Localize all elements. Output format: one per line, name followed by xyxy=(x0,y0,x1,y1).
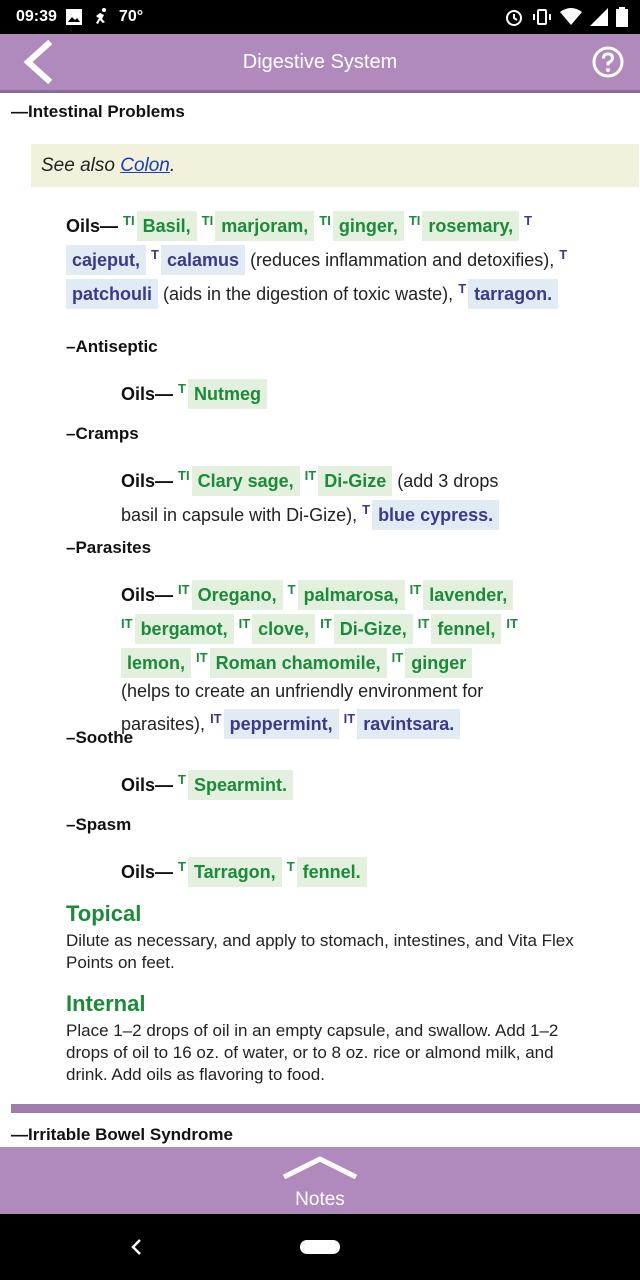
calamus-note: (reduces inflammation and detoxifies), xyxy=(250,250,555,270)
oils-label: Oils— xyxy=(121,471,174,491)
page-title: Digestive System xyxy=(242,50,398,73)
image-icon xyxy=(65,8,83,26)
chevron-up-icon xyxy=(280,1155,360,1179)
see-also-prefix: See also xyxy=(41,154,115,176)
content-area[interactable] xyxy=(0,93,640,1147)
notes-panel-toggle[interactable] xyxy=(0,1147,640,1214)
oil-tag: TI xyxy=(408,213,421,228)
parasites-oils xyxy=(121,576,521,739)
cramps-note: (add 3 drops basil in capsule with Di-Gize), xyxy=(121,471,499,525)
antiseptic-oils xyxy=(121,375,601,409)
internal-text: Place 1–2 drops of oil in an empty capsule, and swallow. Add 1–2 drops of oil to 16 oz. of water, or to 8 oz. rice or almond milk, and drink. Add oils as flavoring to food. xyxy=(66,1021,559,1084)
section-heading-intestinal: —Intestinal Problems xyxy=(11,102,185,121)
oil-tag: IT xyxy=(343,711,356,726)
oil-tag: TI xyxy=(319,213,331,228)
oil-tag: IT xyxy=(121,616,133,631)
alarm-icon xyxy=(504,7,524,27)
nav-back-icon[interactable] xyxy=(125,1235,149,1259)
oil-palmarosa[interactable]: palmarosa, xyxy=(298,580,405,610)
oil-tag: IT xyxy=(409,582,422,597)
oil-tag: IT xyxy=(196,650,208,665)
oil-oregano[interactable]: Oregano, xyxy=(192,580,283,610)
oils-label: Oils— xyxy=(121,384,174,404)
oil-tag: T xyxy=(151,247,159,262)
oil-blue-cypress[interactable]: blue cypress. xyxy=(372,500,499,530)
oil-spearmint[interactable]: Spearmint. xyxy=(188,770,293,800)
oil-tag: IT xyxy=(417,616,430,631)
status-time: 09:39 xyxy=(16,8,57,25)
battery-icon xyxy=(616,7,628,27)
oil-clary-sage[interactable]: Clary sage, xyxy=(192,466,300,496)
oils-label: Oils— xyxy=(121,775,174,795)
topical-heading: Topical xyxy=(66,901,142,926)
internal-heading: Internal xyxy=(66,991,146,1016)
oil-ginger[interactable]: ginger, xyxy=(333,211,404,241)
section-heading-ibs[interactable]: —Irritable Bowel Syndrome xyxy=(11,1125,233,1144)
oil-tag: IT xyxy=(210,711,222,726)
cramps-oils xyxy=(121,462,521,530)
help-icon[interactable] xyxy=(592,46,624,78)
notes-label: Notes xyxy=(295,1189,345,1210)
oil-tag: T xyxy=(524,213,533,228)
oil-tarragon[interactable]: Tarragon, xyxy=(188,857,282,887)
oil-clove[interactable]: clove, xyxy=(252,614,315,644)
oil-tag: T xyxy=(287,582,296,597)
subheading-antiseptic: –Antiseptic xyxy=(66,337,158,356)
status-temp: 70° xyxy=(118,8,144,25)
subheading-soothe: –Soothe xyxy=(66,728,134,747)
status-bar xyxy=(0,0,640,34)
oil-tarragon[interactable]: tarragon. xyxy=(468,279,558,309)
oil-tag: TI xyxy=(123,213,135,228)
oil-lavender[interactable]: lavender, xyxy=(423,580,513,610)
see-also-suffix: . xyxy=(169,154,176,176)
oils-label: Oils— xyxy=(66,216,119,236)
oil-calamus[interactable]: calamus xyxy=(161,245,245,275)
oil-tag: IT xyxy=(238,616,251,631)
colon-link[interactable]: Colon xyxy=(120,154,170,176)
oil-tag: T xyxy=(286,859,295,874)
wifi-icon xyxy=(560,8,582,26)
oil-tag: T xyxy=(458,281,467,296)
oil-roman-chamomile[interactable]: Roman chamomile, xyxy=(210,648,387,678)
oil-fennel[interactable]: fennel. xyxy=(297,857,367,887)
oil-marjoram[interactable]: marjoram, xyxy=(215,211,314,241)
oil-ravintsara[interactable]: ravintsara. xyxy=(357,709,460,739)
oil-tag: IT xyxy=(178,582,190,597)
app-bar xyxy=(0,34,640,93)
signal-icon xyxy=(590,8,608,26)
oil-tag: T xyxy=(362,502,371,517)
oil-basil[interactable]: Basil, xyxy=(137,211,197,241)
oils-label: Oils— xyxy=(121,862,174,882)
oil-tag: T xyxy=(178,381,186,396)
oil-tag: TI xyxy=(201,213,214,228)
oil-tag: T xyxy=(178,772,186,787)
back-chevron-icon[interactable] xyxy=(18,40,62,84)
oil-tag: IT xyxy=(506,616,518,631)
subheading-cramps: –Cramps xyxy=(66,424,139,443)
subheading-parasites: –Parasites xyxy=(66,538,152,557)
oil-di-gize[interactable]: Di-Gize, xyxy=(334,614,413,644)
oil-tag: IT xyxy=(304,468,317,483)
home-pill-icon[interactable] xyxy=(300,1240,340,1254)
oil-tag: T xyxy=(559,247,568,262)
section-divider xyxy=(11,1104,640,1113)
oil-tag: IT xyxy=(391,650,404,665)
subheading-spasm: –Spasm xyxy=(66,815,132,834)
oil-tag: TI xyxy=(178,468,190,483)
oil-rosemary[interactable]: rosemary, xyxy=(422,211,519,241)
soothe-oils xyxy=(121,766,601,800)
running-icon xyxy=(91,7,111,27)
main-oils-paragraph xyxy=(66,207,606,309)
oil-tag: IT xyxy=(320,616,332,631)
topical-text: Dilute as necessary, and apply to stomach, intestines, and Vita Flex Points on feet. xyxy=(66,931,574,972)
vibrate-icon xyxy=(532,7,552,27)
see-also-box xyxy=(31,144,639,187)
system-navigation-bar xyxy=(0,1214,640,1280)
oil-tag: T xyxy=(178,859,186,874)
oils-label: Oils— xyxy=(121,585,174,605)
oil-di-gize[interactable]: Di-Gize xyxy=(318,466,392,496)
oil-patchouli[interactable]: patchouli xyxy=(66,279,158,309)
spasm-oils xyxy=(121,853,601,887)
patchouli-note: (aids in the digestion of toxic waste), xyxy=(163,284,454,304)
oil-nutmeg[interactable]: Nutmeg xyxy=(188,379,267,409)
oil-cajeput[interactable]: cajeput, xyxy=(66,245,146,275)
oil-peppermint[interactable]: peppermint, xyxy=(224,709,339,739)
oil-ginger[interactable]: ginger xyxy=(405,648,472,678)
oil-bergamot[interactable]: bergamot, xyxy=(135,614,234,644)
oil-fennel[interactable]: fennel, xyxy=(431,614,501,644)
parasites-note: (helps to create an unfriendly environment for parasites), xyxy=(121,681,484,734)
oil-lemon[interactable]: lemon, xyxy=(121,648,191,678)
